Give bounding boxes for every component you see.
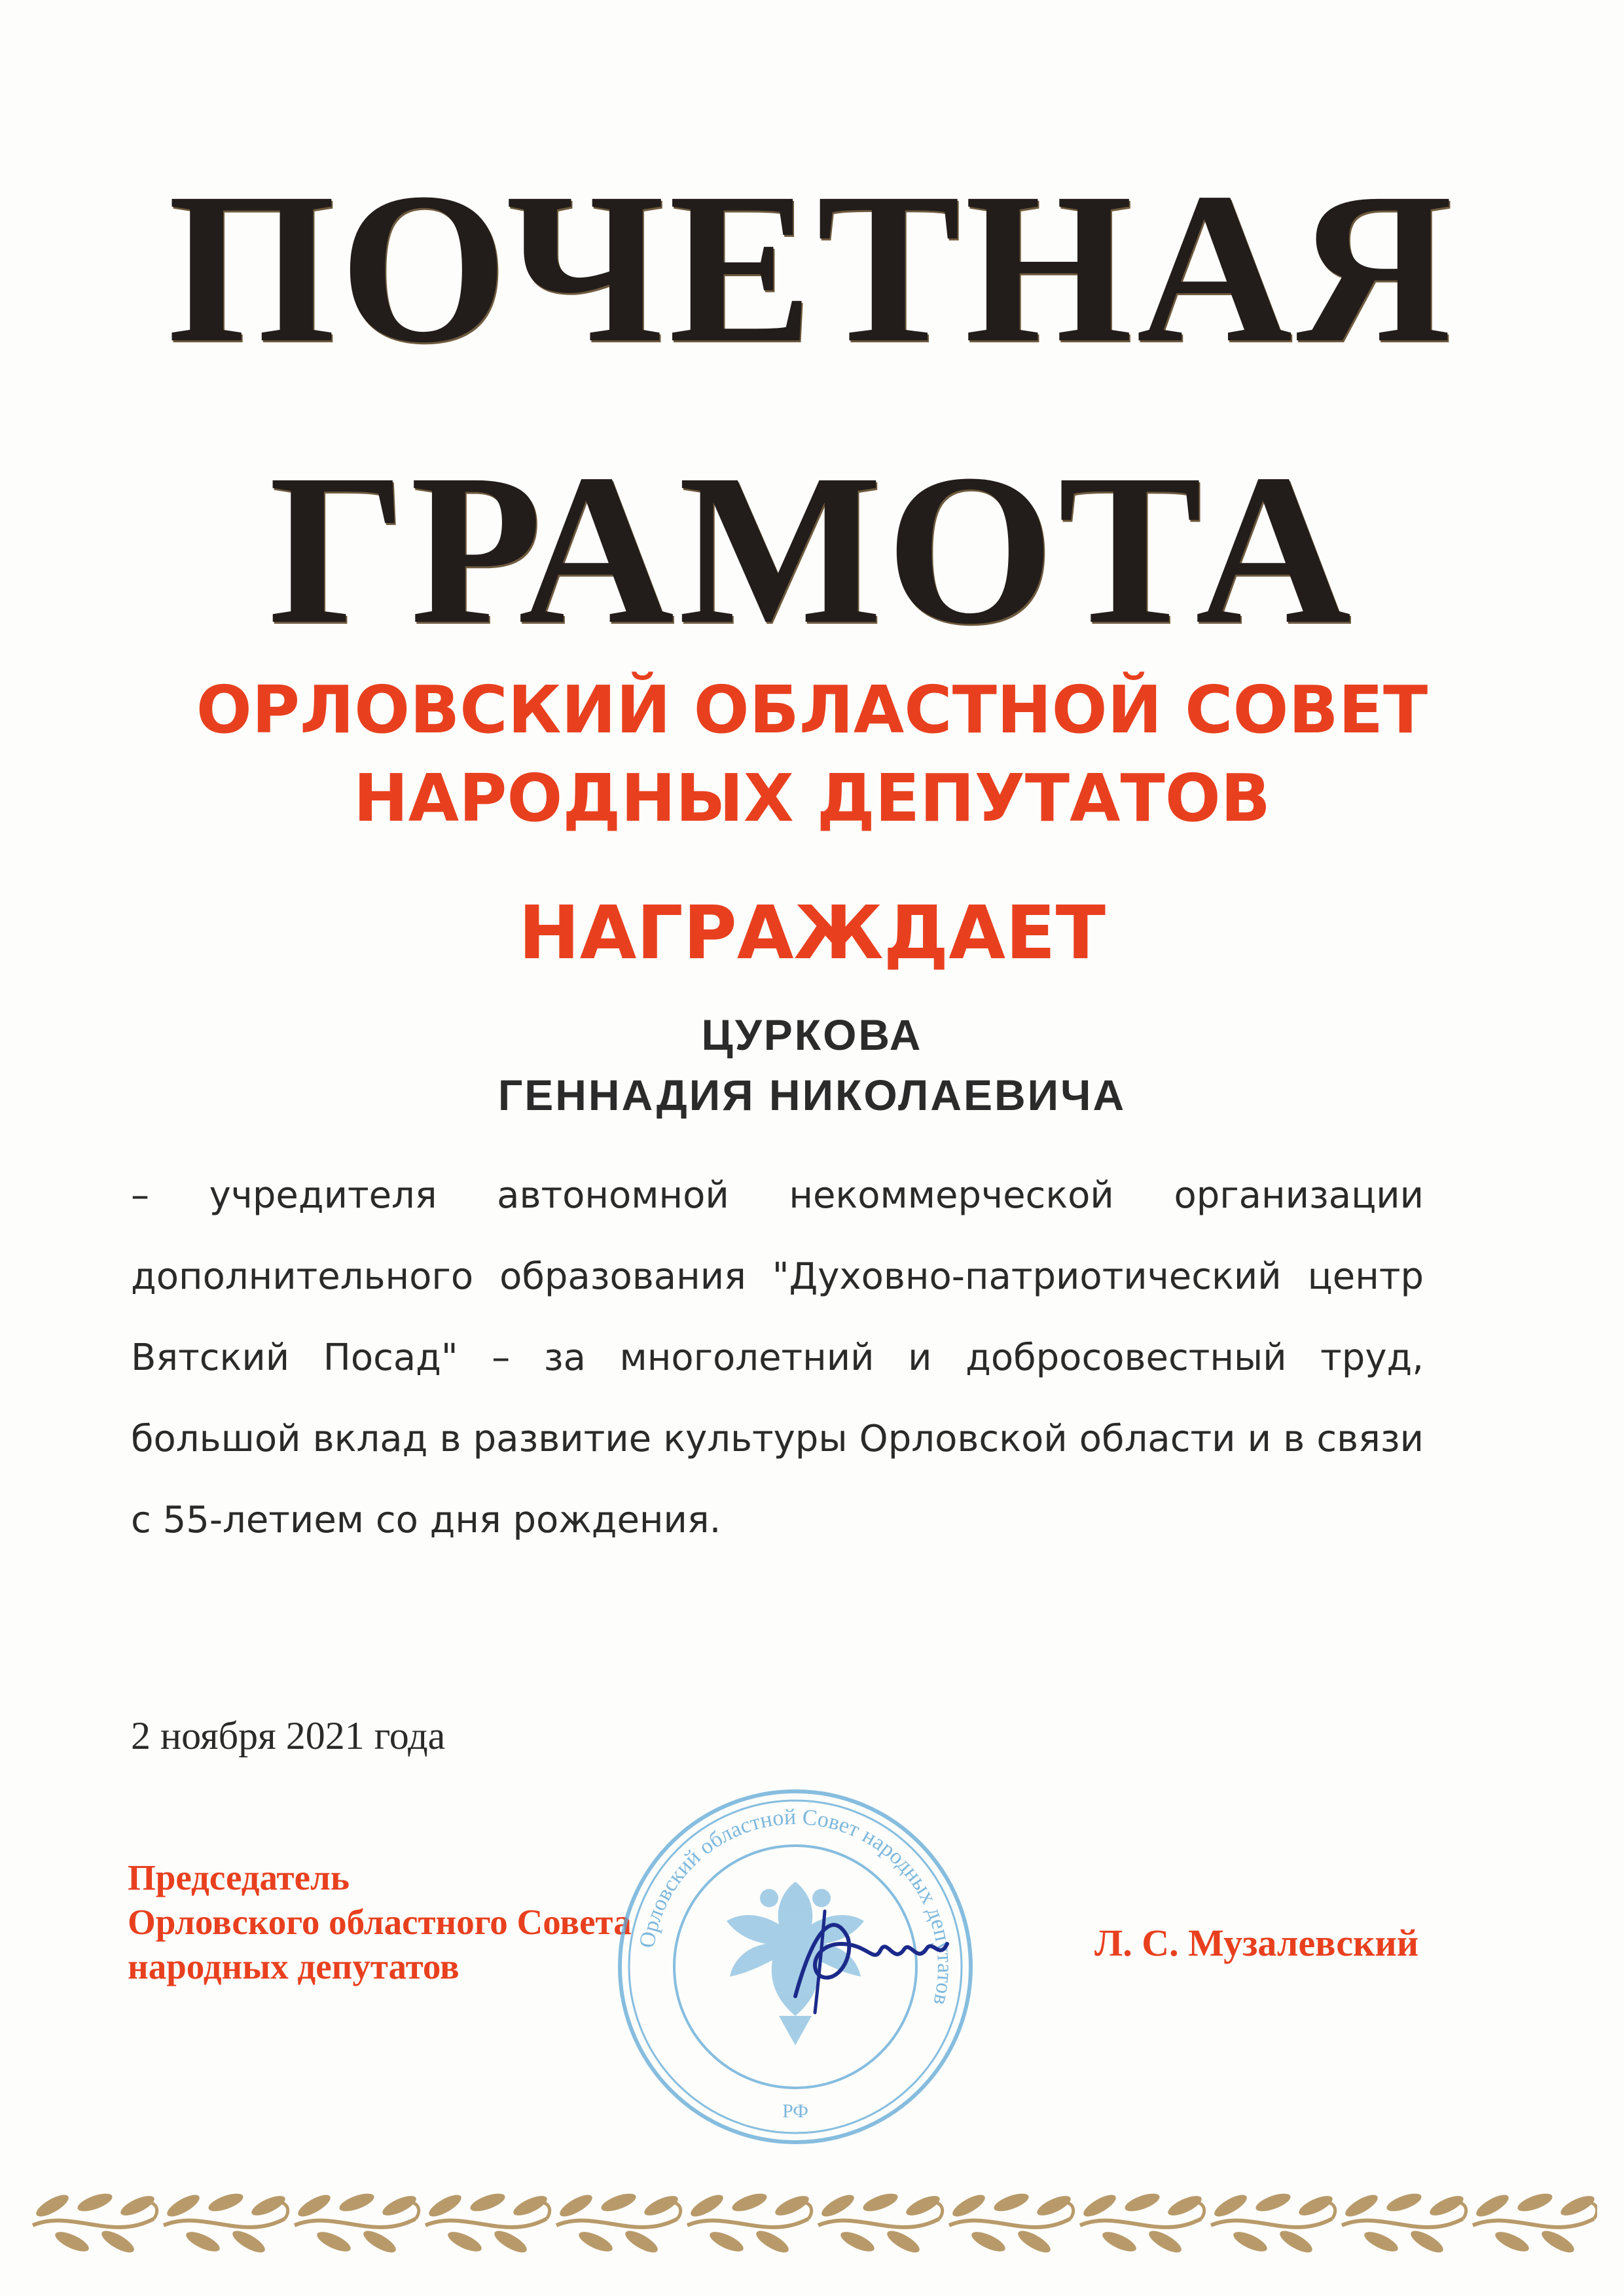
svg-text:Орловский областной Совет наро: Орловский областной Совет народных депутатов [634, 1804, 958, 2008]
signatory-title [128, 1856, 632, 1989]
signature-icon [776, 1898, 959, 2016]
signatory-title-line-2: Орловского областного Совета [128, 1902, 632, 1942]
issue-date: 2 ноября 2021 года [131, 1714, 446, 1757]
title-line-1: ПОЧЕТНАЯ [168, 149, 1456, 387]
issuer-line-1: ОРЛОВСКИЙ ОБЛАСТНОЙ СОВЕТ [196, 672, 1428, 748]
issuer-line-2: НАРОДНЫХ ДЕПУТАТОВ [353, 760, 1271, 836]
signatory-name: Л. С. Музалевский [1094, 1922, 1419, 1964]
signatory-title-line-3: народных депутатов [128, 1946, 460, 1986]
awards-heading: НАГРАЖДАЕТ [518, 891, 1106, 976]
svg-text:РФ: РФ [782, 2100, 808, 2122]
recipient-given-name: ГЕННАДИЯ НИКОЛАЕВИЧА [497, 1071, 1127, 1119]
award-text: – учредителя автономной некоммерческой организации дополнительного образования "Духовно-патриотический центр Вятский Посад" – за многолетний и добросовестный труд, большой вклад в развитие культуры Орловской области и в связи с 55-летием со дня рождения. [131, 1174, 1424, 1541]
signatory-title-line-1: Председатель [128, 1857, 350, 1897]
recipient-surname: ЦУРКОВА [701, 1011, 923, 1059]
laurel-ornament-icon [26, 2176, 1597, 2261]
title-line-2: ГРАМОТА [268, 430, 1356, 669]
